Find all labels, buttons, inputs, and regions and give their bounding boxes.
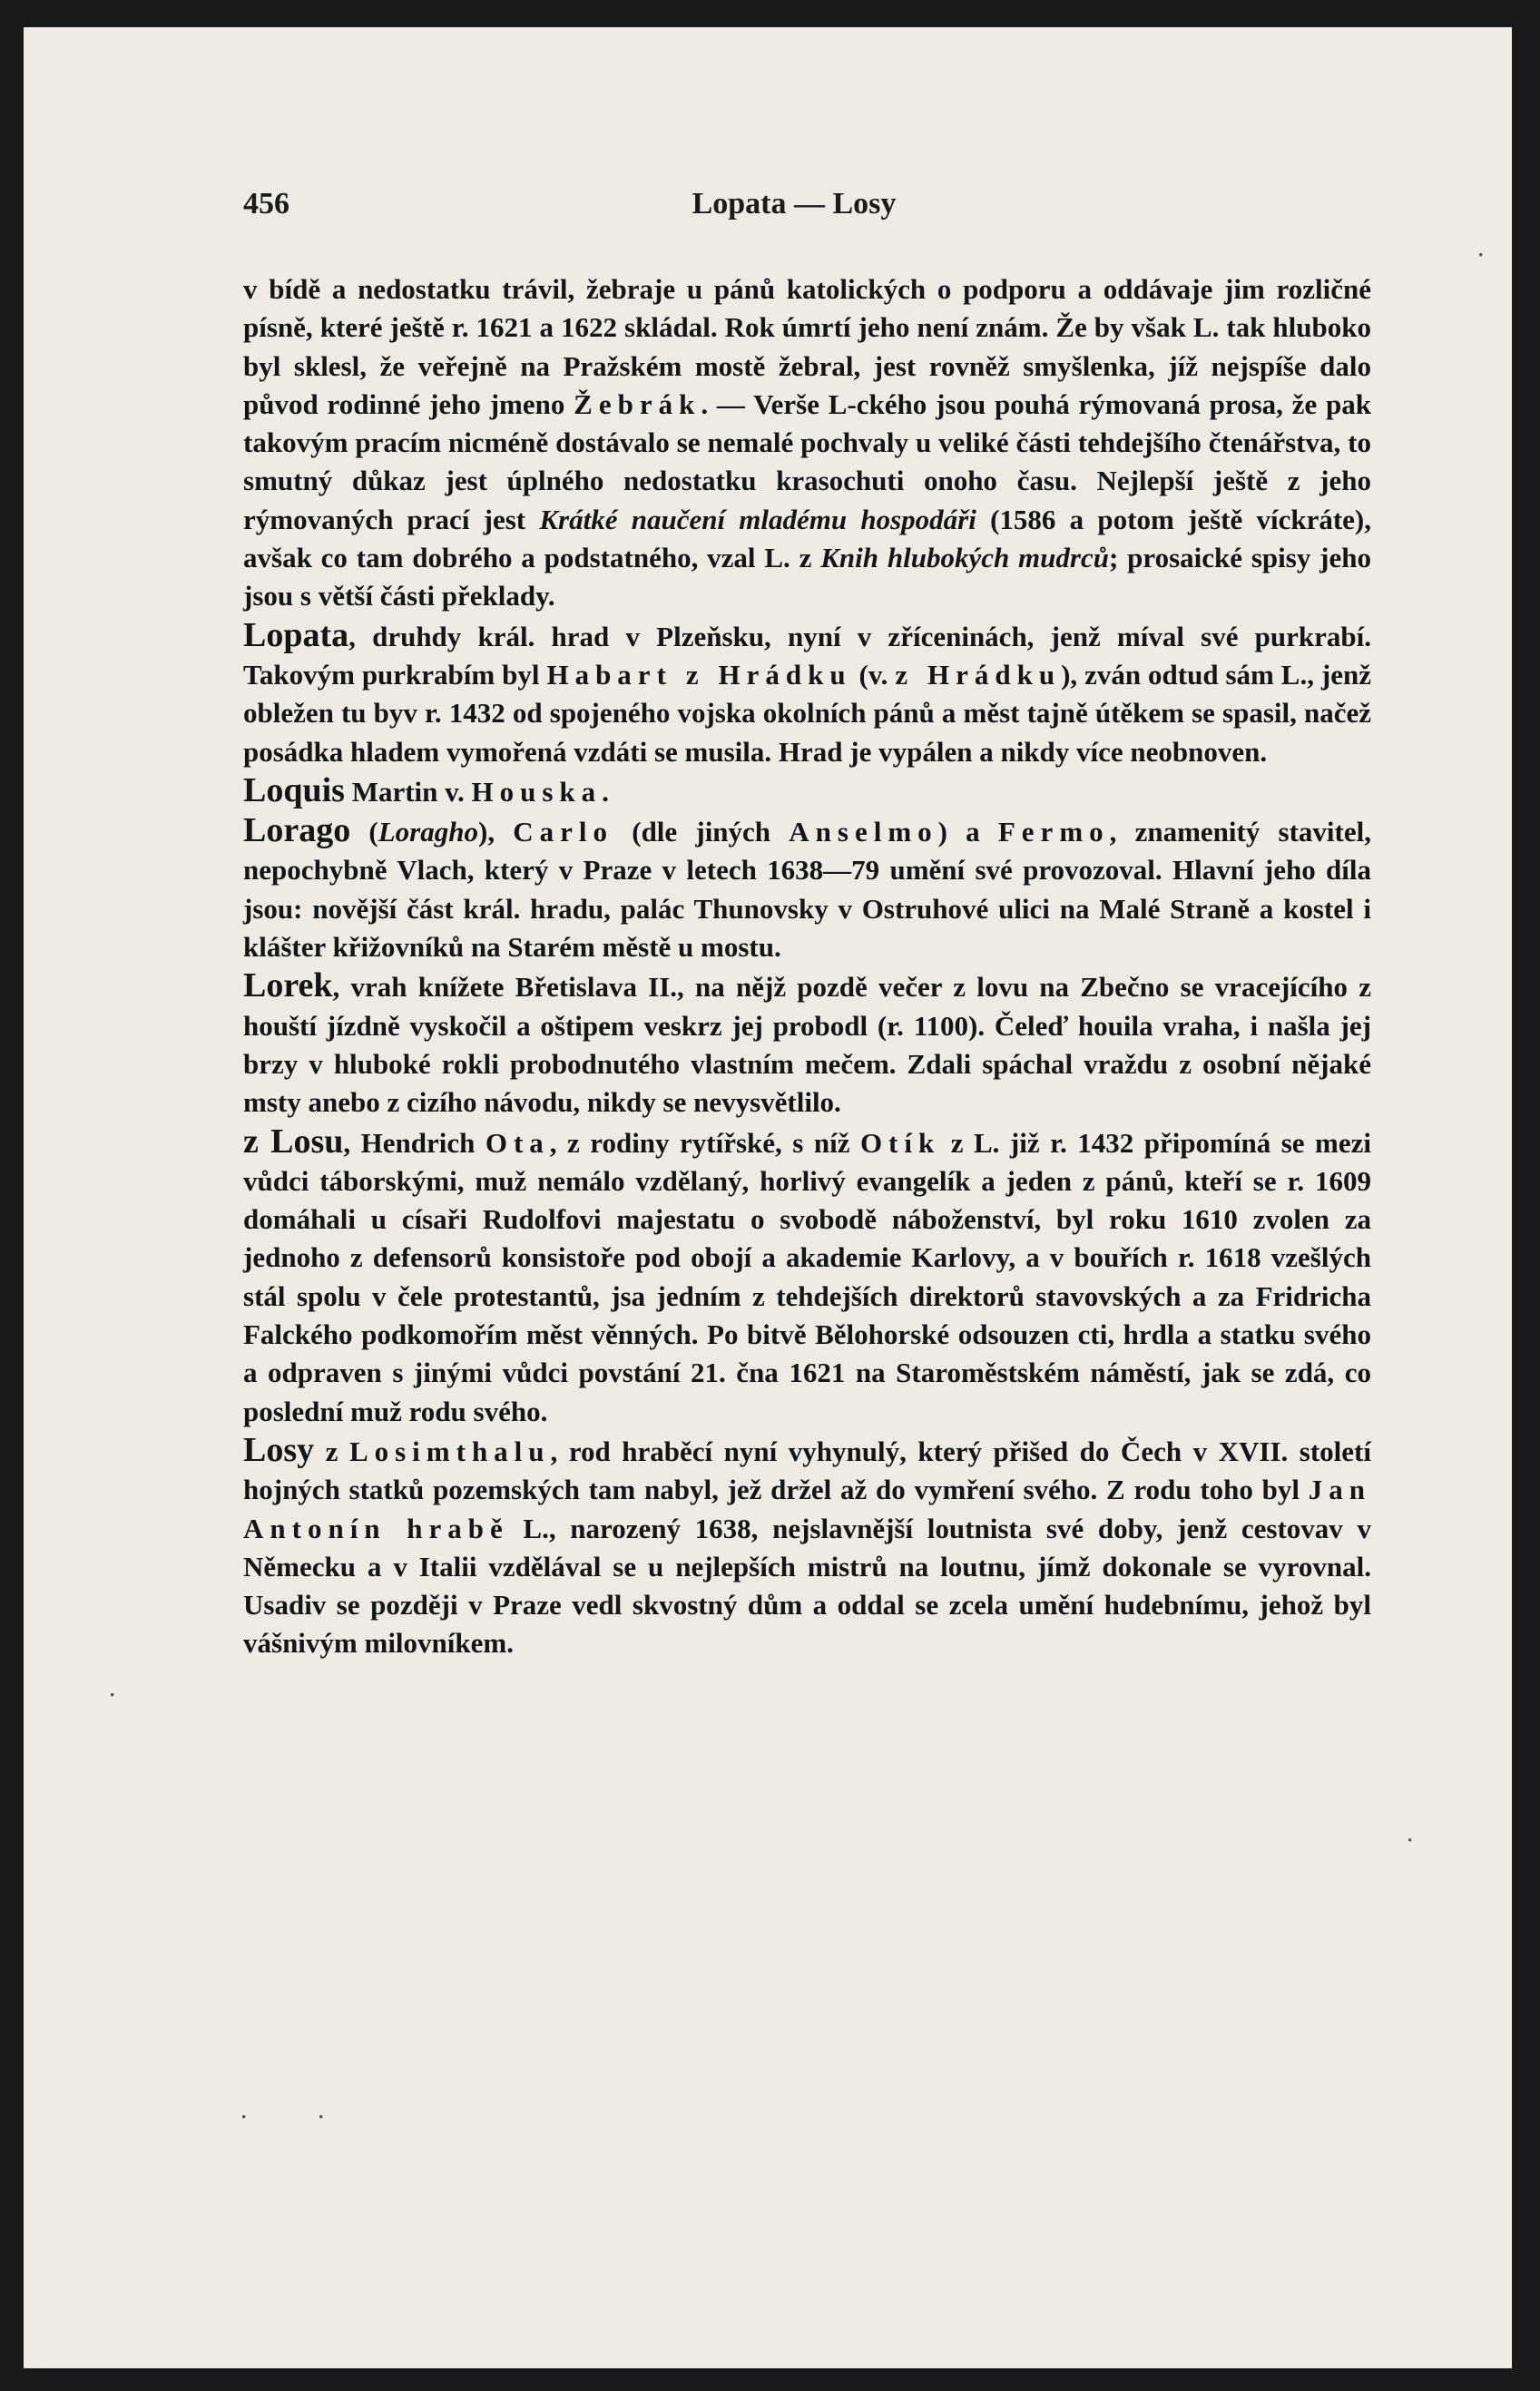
text-run: . — Verše L-ckého jsou pouhá rýmovaná prosa, že pak takovým pracím nicméně dostávalo se nemalé pochvaly u veliké části tehdejšího čtenářstva, to smutný důkaz jest úplného nedostatku krasochuti onoho času. Nejlepší ještě z jeho rýmovaných prací jest <box>243 387 1371 535</box>
scan-speck: · <box>109 1683 116 1706</box>
text-run: , rod hraběcí nyní vyhynulý, který přišed do Čech v XVII. století hojných statků pozemských tam nabyl, jež držel až do vymření svého. Z rodu toho byl <box>243 1435 1371 1506</box>
entry-lorek <box>243 966 1371 1122</box>
text-run: (dle jiných <box>613 816 790 848</box>
spaced-name: Carlo <box>513 816 614 848</box>
text-run: z <box>314 1435 349 1467</box>
running-header <box>218 187 1370 232</box>
text-run: , druhdy král. hrad v Plzeňsku, nyní v zříceninách, jenž míval své purkrabí. Takovým purkrabím byl <box>243 620 1371 691</box>
scan-speck: · <box>1407 1828 1414 1851</box>
work-title: Krátké naučení mladému hospodáři <box>539 503 976 535</box>
text-run: , znamenitý stavitel, nepochybně Vlach, který v Praze v letech 1638—79 umění své provozoval. Hlavní jeho díla jsou: novější část král. hradu, palác Thunovsky v Ostruhové ulici na Malé Straně a kostel i klášter křižovníků na Starém městě u mostu. <box>243 816 1371 964</box>
work-title: Knih hlubokých mudrců <box>820 542 1109 574</box>
text-run: ; prosaické spisy jeho jsou s větší části překlady. <box>243 542 1371 612</box>
spaced-name: Anselmo <box>789 816 938 848</box>
article-body <box>243 270 1371 1663</box>
scan-speck: · <box>1477 243 1485 266</box>
intro-paragraph <box>243 270 1371 616</box>
text-run: . <box>602 775 609 808</box>
spaced-name: Losimthalu <box>348 1435 551 1467</box>
entry-headword: Losy <box>243 1430 315 1469</box>
text-run: L., narozený 1638, nejslavnější loutnista své doby, jenž cestovav v Německu a v Italii vzdělával se u nejlepších mistrů na loutnu, jímž dokonale se vyrovnal. Usadiv se později v Praze vedl skvostný dům a oddal se zcela umění hudebnímu, jehož byl vášnivým milovníkem. <box>243 1512 1371 1660</box>
page-title: Lopata — Losy <box>692 187 897 220</box>
alternate-spelling: Loragho <box>378 816 478 848</box>
text-run: , z rodiny rytířské, s níž <box>549 1126 860 1159</box>
spaced-name: Žebrák <box>574 387 701 420</box>
spaced-name: Otík <box>859 1126 941 1159</box>
text-run: Martin v. <box>344 775 472 808</box>
entry-z-losu <box>243 1122 1371 1431</box>
entry-lorago <box>243 811 1371 966</box>
spaced-name: Ota <box>485 1126 550 1159</box>
entry-loquis <box>243 771 1371 811</box>
spaced-name: Jan Antonín hrabě <box>243 1474 1371 1544</box>
text-run: ( <box>350 816 378 848</box>
text-run: z L. již r. 1432 připomíná se mezi vůdci táborskými, muž nemálo vzdělaný, horlivý evangelík a jeden z pánů, kteří se r. 1609 domáhali u císaři Rudolfovi majestatu o svobodě náboženství, byl roku 1610 zvolen za jednoho z defensorů konsistoře pod obojí a akademie Karlovy, a v bouřích r. 1618 vzešlých stál spolu v čele protestantů, jsa jedním z tehdejších direktorů stavovských a za Fridricha Falckého podkomořím měst věnných. Po bitvě Bělohorské odsouzen cti, hrdla a statku svého a odpraven s jinými vůdci povstání 21. čna 1621 na Staroměstském náměstí, jak se zdá, co poslední muž rodu svého. <box>243 1126 1371 1427</box>
text-run: , vrah knížete Břetislava II., na nějž pozdě večer z lovu na Zbečno se vracejícího z houští jízdně vyskočil a oštipem veskrz jej probodl (r. 1100). Čeleď houila vraha, i našla jej brzy v hluboké rokli probodnutého vlastním mečem. Zdali spáchal vraždu z osobní nějaké msty anebo z cizího návodu, nikdy se nevysvětlilo. <box>243 971 1371 1119</box>
text-run: ) a <box>937 816 998 848</box>
page-number: 456 <box>243 187 289 220</box>
text-run: (v. <box>851 658 896 691</box>
entry-headword: Lorago <box>243 811 351 850</box>
text-run: ), zván odtud sám L., jenž obležen tu byv r. 1432 od spojeného vojska okolních pánů a měst tajně útěkem se spasil, načež posádka hladem vymořená vzdáti se musila. Hrad je vypálen a nikdy více neobnoven. <box>243 658 1371 768</box>
entry-headword: Lopata <box>243 615 349 654</box>
entry-headword: z Losu <box>243 1122 344 1161</box>
cross-reference: Houska <box>471 775 603 808</box>
text-run: ), <box>478 816 514 848</box>
spaced-name: Fermo <box>997 816 1110 848</box>
entry-losy <box>243 1431 1371 1663</box>
scan-speck: · <box>318 2105 325 2128</box>
spaced-name: Habart z Hrádku <box>546 658 852 691</box>
scan-speck: · <box>240 2105 248 2128</box>
entry-headword: Loquis <box>243 770 345 809</box>
spaced-name: z Hrádku <box>895 658 1062 691</box>
entry-headword: Lorek <box>243 966 333 1005</box>
text-run: , Hendrich <box>343 1126 486 1159</box>
text-run: (1586 a potom ještě víckráte), avšak co tam dobrého a podstatného, vzal L. z <box>243 503 1372 574</box>
text-run: v bídě a nedostatku trávil, žebraje u pánů katolických o podporu a oddávaje jim rozličné písně, které ještě r. 1621 a 1622 skládal. Rok úmrtí jeho není znám. Že by však L. tak hluboko byl sklesl, že veřejně na Pražském mostě žebral, jest rovněž smyšlenka, jíž nejspíše dalo původ rodinné jeho jmeno <box>243 273 1371 420</box>
entry-lopata <box>243 616 1371 771</box>
